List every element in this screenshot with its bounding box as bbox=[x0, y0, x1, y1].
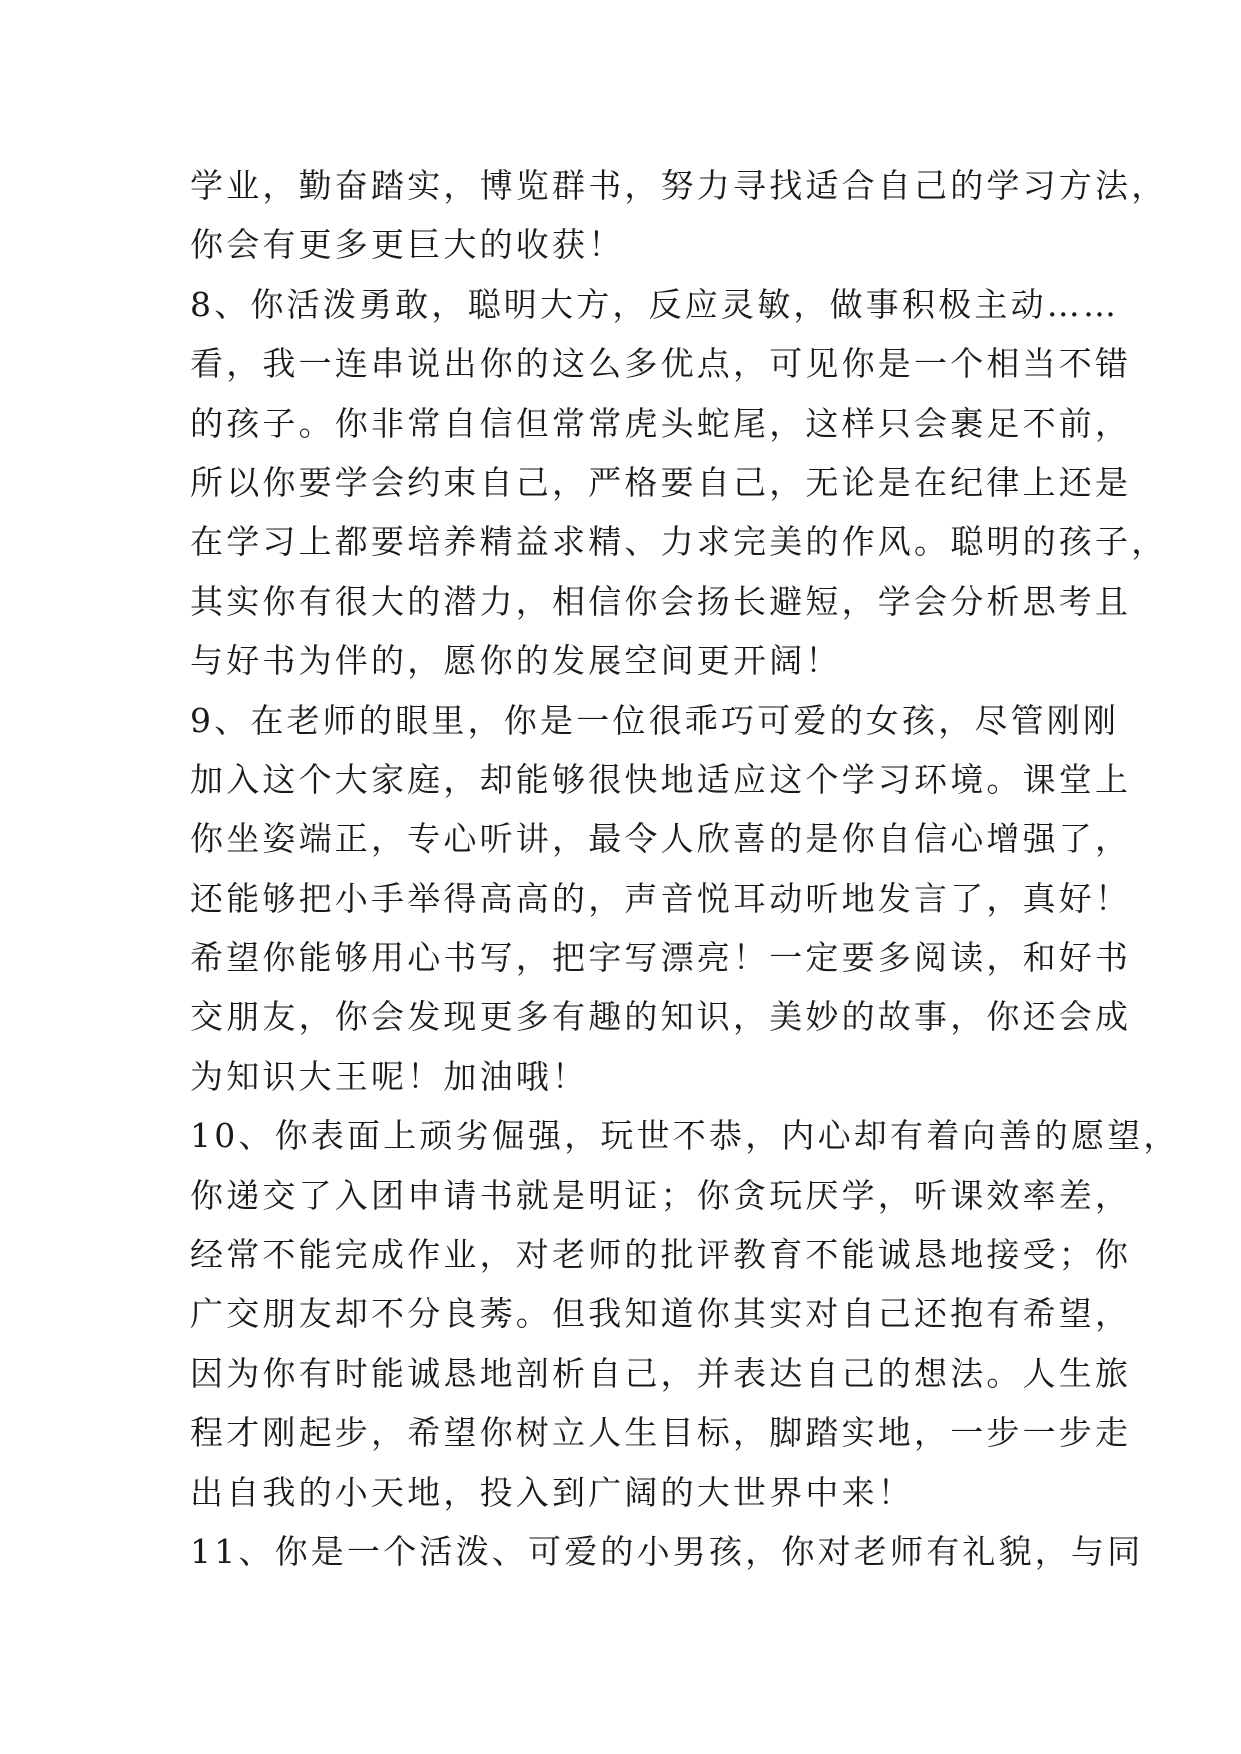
text-line: 11、你是一个活泼、可爱的小男孩，你对老师有礼貌，与同 bbox=[190, 1531, 1144, 1571]
text-line: 你坐姿端正，专心听讲，最令人欣喜的是你自信心增强了， bbox=[190, 819, 1132, 859]
text-line: 交朋友，你会发现更多有趣的知识，美妙的故事，你还会成 bbox=[190, 997, 1132, 1037]
text-line: 程才刚起步，希望你树立人生目标，脚踏实地，一步一步走 bbox=[190, 1413, 1132, 1453]
text-line: 经常不能完成作业，对老师的批评教育不能诚恳地接受；你 bbox=[190, 1235, 1132, 1275]
text-line: 与好书为伴的，愿你的发展空间更开阔！ bbox=[190, 641, 842, 681]
text-line: 的孩子。你非常自信但常常虎头蛇尾，这样只会裹足不前， bbox=[190, 403, 1132, 443]
text-line: 10、你表面上顽劣倔强，玩世不恭，内心却有着向善的愿望， bbox=[190, 1116, 1180, 1156]
text-line: 还能够把小手举得高高的，声音悦耳动听地发言了，真好！ bbox=[190, 878, 1132, 918]
text-line: 因为你有时能诚恳地剖析自己，并表达自己的想法。人生旅 bbox=[190, 1353, 1132, 1393]
text-line: 在学习上都要培养精益求精、力求完美的作风。聪明的孩子， bbox=[190, 522, 1168, 562]
text-line: 学业，勤奋踏实，博览群书，努力寻找适合自己的学习方法， bbox=[190, 166, 1168, 205]
text-line: 广交朋友却不分良莠。但我知道你其实对自己还抱有希望， bbox=[190, 1294, 1132, 1334]
text-line: 出自我的小天地，投入到广阔的大世界中来！ bbox=[190, 1472, 914, 1512]
text-line: 加入这个大家庭，却能够很快地适应这个学习环境。课堂上 bbox=[190, 759, 1132, 799]
text-line: 9、在老师的眼里，你是一位很乖巧可爱的女孩，尽管刚刚 bbox=[190, 700, 1120, 740]
text-line: 其实你有很大的潜力，相信你会扬长避短，学会分析思考且 bbox=[190, 581, 1132, 621]
text-line: 你会有更多更巨大的收获！ bbox=[190, 225, 625, 265]
text-line: 所以你要学会约束自己，严格要自己，无论是在纪律上还是 bbox=[190, 462, 1132, 502]
body-text bbox=[190, 156, 1180, 1581]
text-line: 为知识大王呢！加油哦！ bbox=[190, 1056, 589, 1096]
text-line: 你递交了入团申请书就是明证；你贪玩厌学，听课效率差， bbox=[190, 1175, 1132, 1215]
text-line: 8、你活泼勇敢，聪明大方，反应灵敏，做事积极主动…… bbox=[190, 284, 1120, 324]
text-line: 看，我一连串说出你的这么多优点，可见你是一个相当不错 bbox=[190, 344, 1132, 384]
text-line: 希望你能够用心书写，把字写漂亮！一定要多阅读，和好书 bbox=[190, 938, 1132, 978]
